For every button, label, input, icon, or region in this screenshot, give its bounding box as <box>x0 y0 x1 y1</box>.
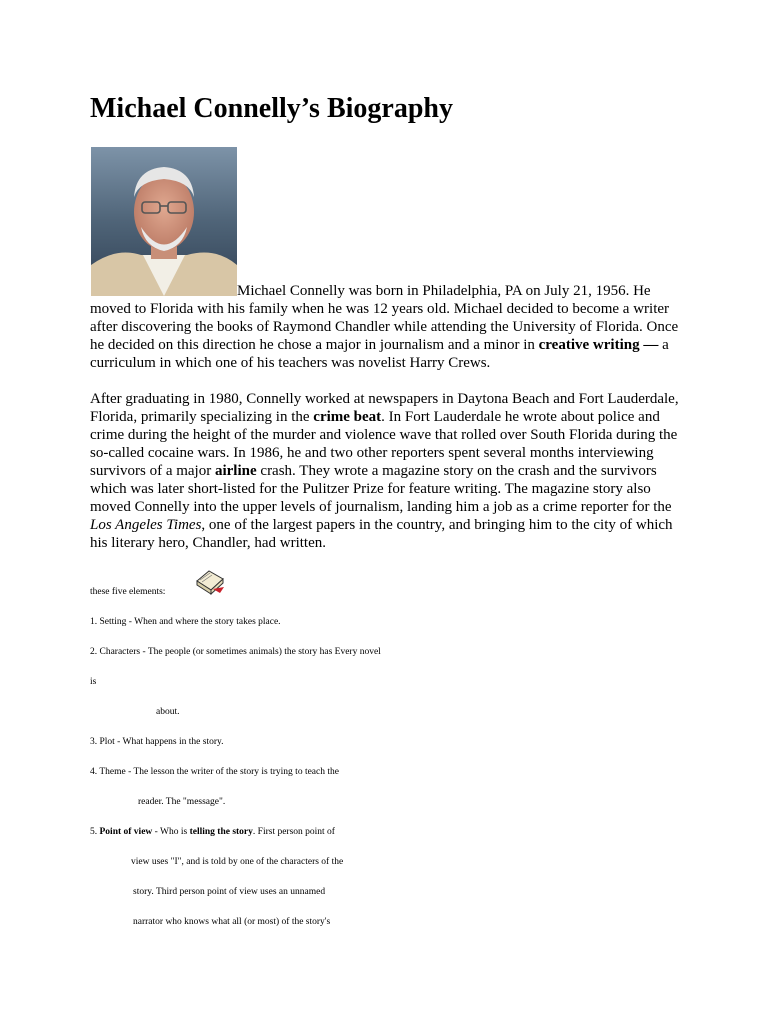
list-number: 5. <box>90 827 100 837</box>
bio-italic-term: Los Angeles Times <box>90 517 202 533</box>
bio-text: a curriculum in which one of his teachers was novelist Harry Crews. <box>90 337 669 371</box>
bio-text: moved to Florida with his family when he was 12 years old. Michael decided to become a writer after discovering the books of Raymond Chandler while attending the University of Florida. Once he decided on this direction he chose a major in journalism and a minor in <box>90 301 679 353</box>
list-bold-term: telling the story <box>189 827 253 837</box>
bio-bold-term: crime beat <box>313 409 382 425</box>
author-photo <box>91 147 237 296</box>
bio-text: . In Fort Lauderdale he wrote about police and crime during the height of the murder and violence wave that rolled over South Florida during the so-called cocaine wars. In 1986, he and two other reporters spent several months interviewing survivors of a major <box>90 409 678 479</box>
list-item-point-of-view-cont: story. Third person point of view uses an unnamed <box>133 887 326 897</box>
list-bold-term: Point of view <box>99 827 153 837</box>
page-title: Michael Connelly’s Biography <box>90 93 453 124</box>
bio-text: , one of the largest papers in the country, and bringing him to the city of which his literary hero, Chandler, had written. <box>90 517 673 551</box>
list-text: - Who is <box>152 827 190 837</box>
list-item-characters-cont: is <box>90 677 97 687</box>
list-item-point-of-view <box>90 826 335 838</box>
bio-bold-term: airline <box>214 463 257 479</box>
list-item-theme-cont: reader. The "message". <box>138 797 226 807</box>
author-portrait-image <box>91 147 237 296</box>
bio-text: crash. They wrote a magazine story on the crash and the survivors which was later short-listed for the Pulitzer Prize for feature writing. The magazine story also moved Connelly into the upper levels of journalism, landing him a job as a crime reporter for the <box>90 463 672 515</box>
list-item-point-of-view-cont: view uses "I", and is told by one of the characters of the <box>131 857 344 867</box>
list-item-characters: 2. Characters - The people (or sometimes animals) the story has Every novel <box>90 647 381 657</box>
list-item-setting: 1. Setting - When and where the story takes place. <box>90 617 281 627</box>
list-item-theme: 4. Theme - The lesson the writer of the story is trying to teach the <box>90 767 339 777</box>
elements-intro: these five elements: <box>90 587 166 597</box>
bio-text: After graduating in 1980, Connelly worked at newspapers in Daytona Beach and Fort Lauderdale, Florida, primarily specializing in the <box>90 391 679 425</box>
bio-paragraph-1 <box>90 282 680 372</box>
list-item-characters-cont: about. <box>156 707 180 717</box>
bio-bold-term: creative writing — <box>538 337 659 353</box>
bio-lead-sentence: Michael Connelly was born in Philadelphia, PA on July 21, 1956. He <box>237 283 651 299</box>
list-item-plot: 3. Plot - What happens in the story. <box>90 737 224 747</box>
bio-paragraph-2 <box>90 390 680 552</box>
list-text: . First person point of <box>252 827 335 837</box>
book-icon <box>194 567 226 597</box>
list-item-point-of-view-cont: narrator who knows what all (or most) of the story's <box>133 917 331 927</box>
